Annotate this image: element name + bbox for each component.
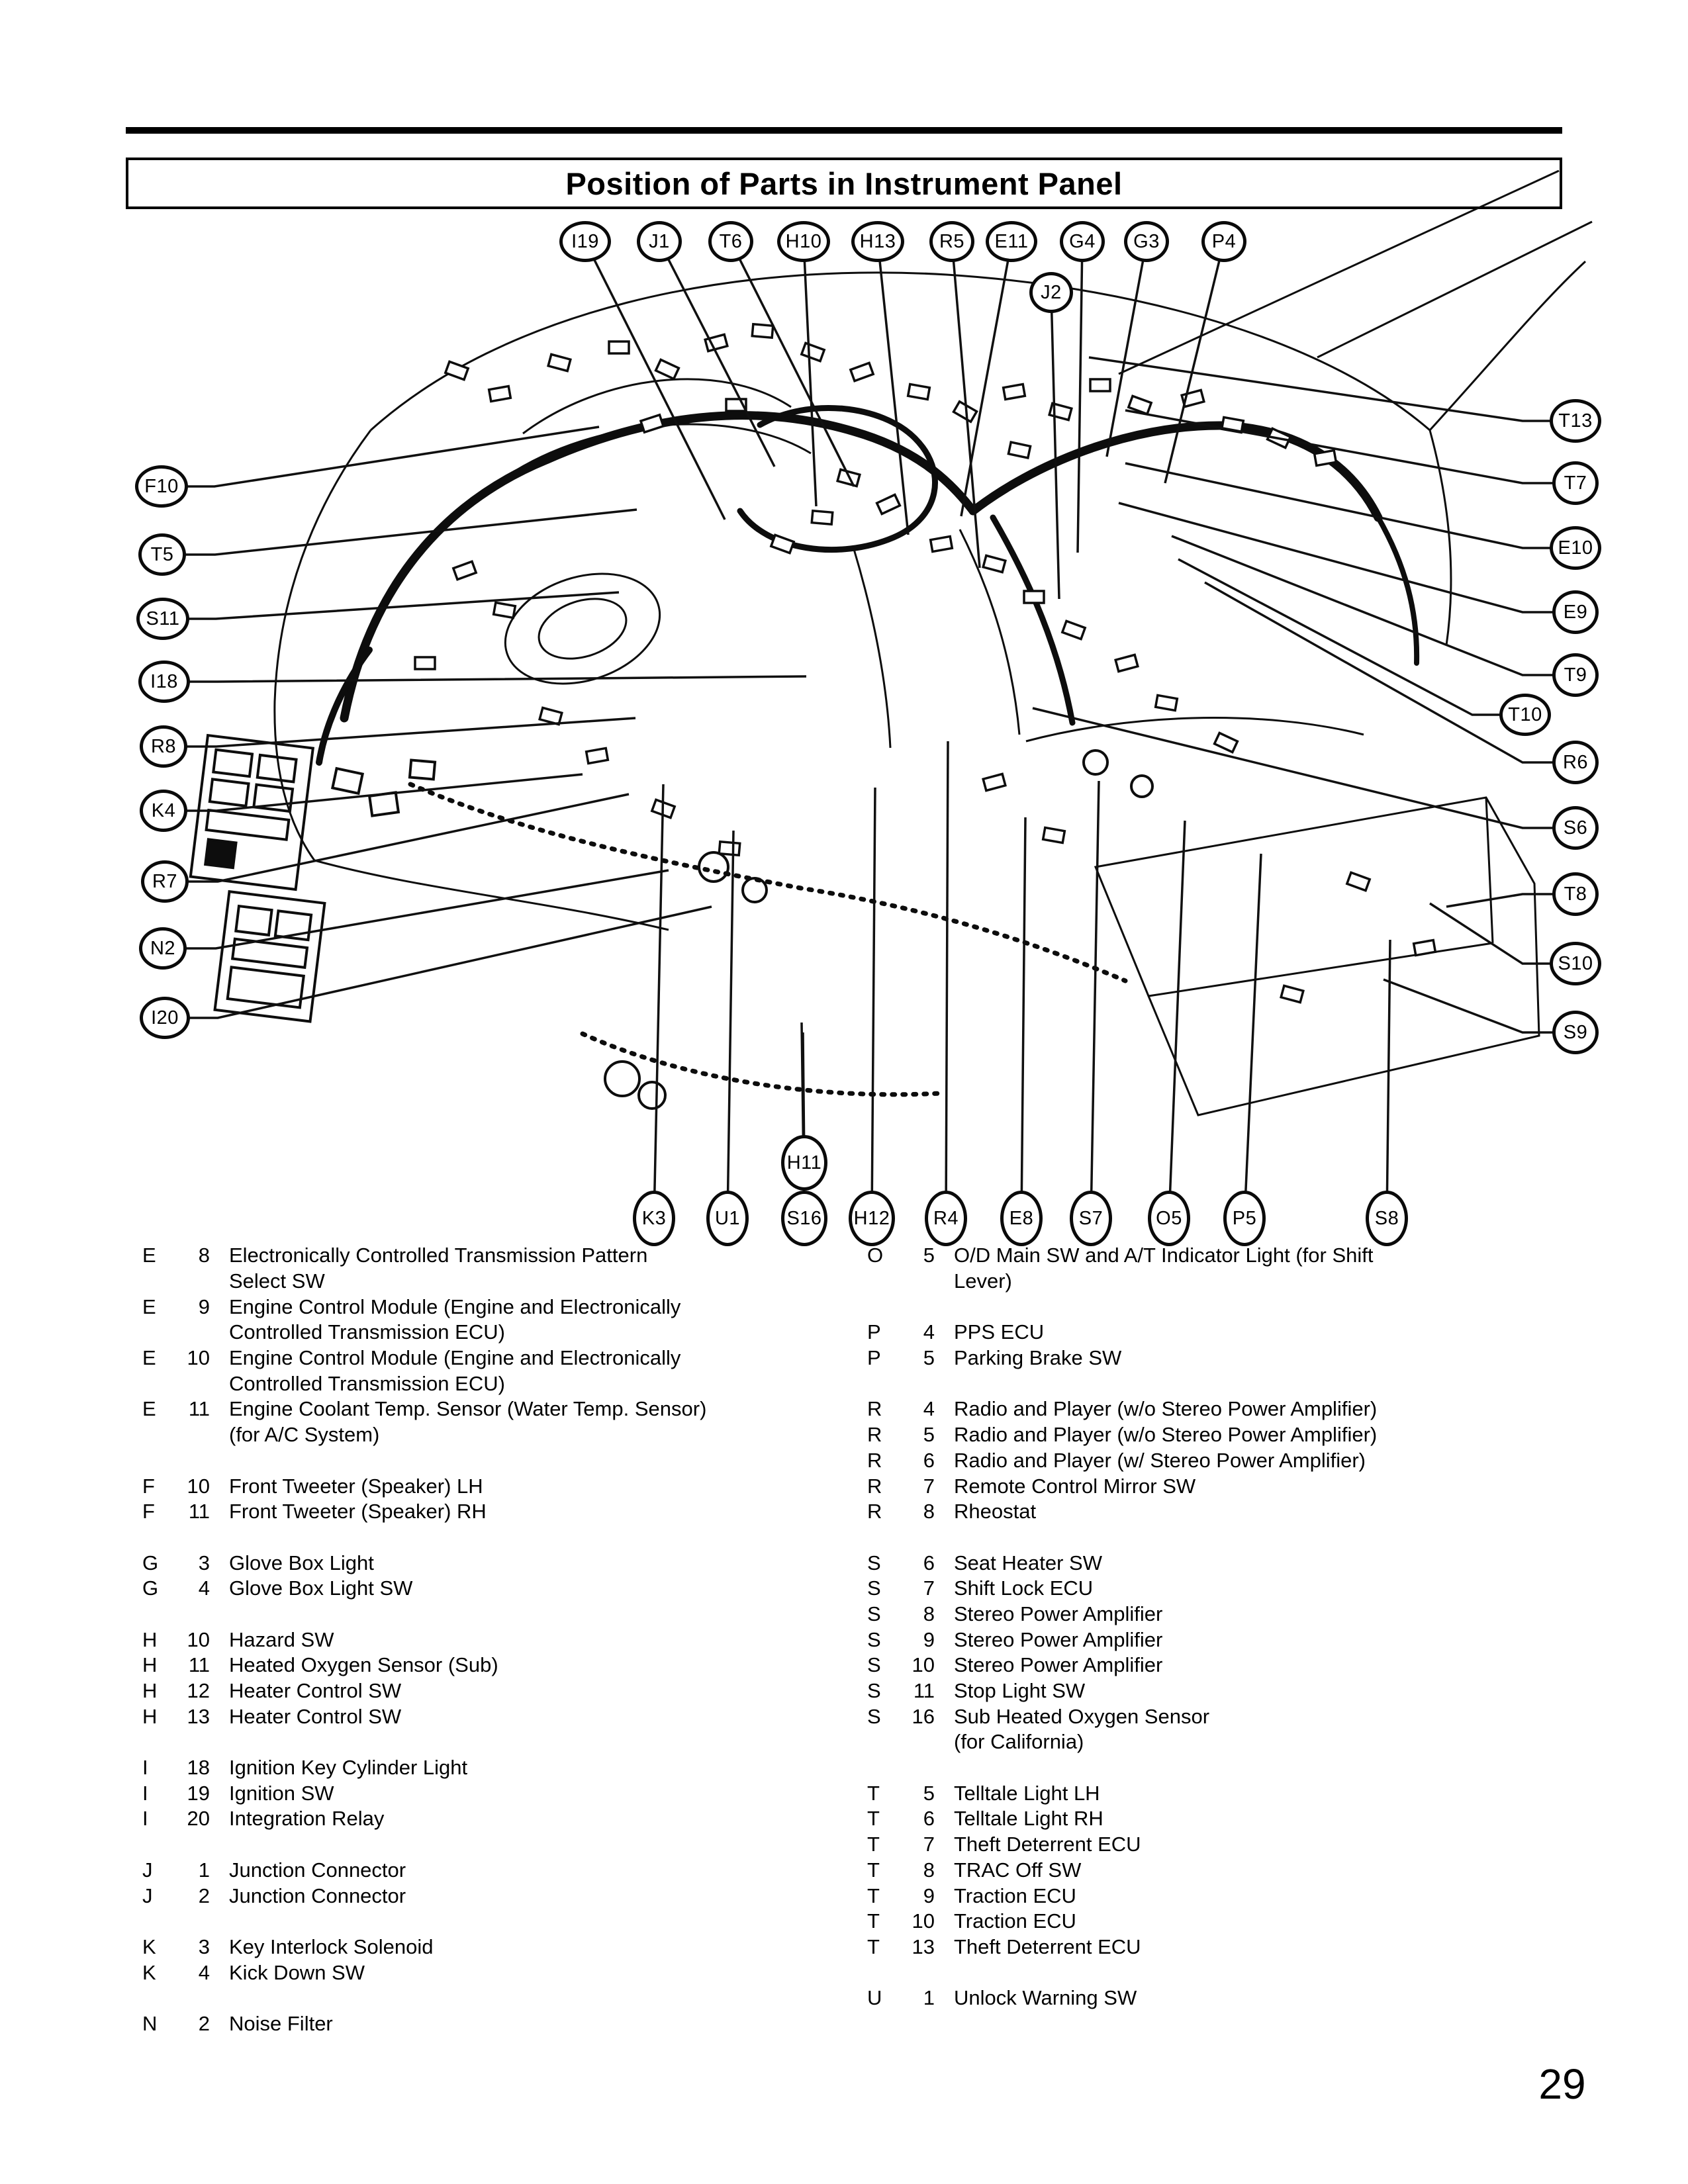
legend-text: Engine Control Module (Engine and Electronically [229, 1346, 681, 1370]
legend-letter: T [867, 1858, 880, 1882]
legend-number: 7 [923, 1576, 935, 1600]
legend-row [867, 1985, 1377, 2011]
callout-label: R4 [933, 1207, 959, 1229]
legend-row [142, 1422, 706, 1448]
legend-text: Front Tweeter (Speaker) LH [229, 1474, 483, 1498]
legend-text: PPS ECU [954, 1320, 1045, 1344]
callout-U1 [706, 1191, 749, 1246]
legend-number: 8 [198, 1244, 210, 1267]
callout-label: R8 [150, 735, 177, 757]
callout-T5 [138, 533, 186, 576]
legend-letter: S [867, 1551, 881, 1574]
legend-row [867, 1780, 1377, 1806]
callout-label: N2 [150, 937, 176, 959]
callout-J2 [1029, 272, 1073, 313]
callout-label: S8 [1374, 1207, 1399, 1229]
callout-label: E11 [994, 230, 1029, 252]
legend-letter: S [867, 1653, 881, 1677]
callout-S10 [1550, 942, 1601, 985]
legend-row [142, 2011, 706, 2037]
legend-row [142, 1602, 706, 1627]
legend-row [142, 1909, 706, 1934]
callout-T7 [1552, 461, 1599, 505]
legend-row [867, 1627, 1377, 1653]
legend-text: Telltale Light RH [954, 1807, 1103, 1831]
legend-row [867, 1525, 1377, 1551]
legend-text: Key Interlock Solenoid [229, 1934, 434, 1958]
callout-E9 [1552, 590, 1599, 634]
callout-label: T5 [150, 543, 174, 565]
legend-row [867, 1602, 1377, 1627]
legend-letter: R [867, 1448, 882, 1472]
legend-row [142, 1934, 706, 1960]
legend-text: Front Tweeter (Speaker) RH [229, 1500, 487, 1524]
legend-number: 12 [187, 1679, 210, 1703]
callout-label: S7 [1078, 1207, 1103, 1229]
legend-letter: E [142, 1397, 156, 1421]
legend-letter: K [142, 1934, 156, 1958]
legend-row [142, 1858, 706, 1884]
legend-row [867, 1269, 1377, 1295]
legend-row [867, 1294, 1377, 1320]
callout-I18 [138, 660, 190, 703]
legend-row [867, 1653, 1377, 1678]
legend-number: 5 [923, 1781, 935, 1805]
legend-text: Stop Light SW [954, 1679, 1086, 1703]
legend-row [867, 1755, 1377, 1781]
legend-row [142, 1960, 706, 1985]
legend-text: Stereo Power Amplifier [954, 1653, 1163, 1677]
legend-row [867, 1909, 1377, 1934]
callout-S6 [1552, 806, 1599, 850]
legend-text: Radio and Player (w/o Stereo Power Amplifier) [954, 1397, 1378, 1421]
callout-T8 [1552, 872, 1599, 916]
legend-number: 9 [923, 1884, 935, 1907]
callout-label: I20 [151, 1007, 179, 1028]
legend-number: 20 [187, 1807, 210, 1831]
legend-number: 10 [187, 1474, 210, 1498]
callout-label: T6 [719, 230, 743, 252]
callout-label: T7 [1564, 472, 1587, 494]
legend-row [142, 1243, 706, 1269]
legend-text: Theft Deterrent ECU [954, 1934, 1141, 1958]
legend-row [867, 1883, 1377, 1909]
legend-text: Ignition SW [229, 1781, 334, 1805]
callout-J1 [637, 221, 682, 262]
legend-row [867, 1499, 1377, 1525]
callout-label: P4 [1211, 230, 1237, 252]
legend-letter: S [867, 1576, 881, 1600]
legend-row [142, 1832, 706, 1858]
legend-number: 13 [912, 1934, 935, 1958]
legend-letter: R [867, 1423, 882, 1447]
legend-text: Theft Deterrent ECU [954, 1833, 1141, 1856]
callout-H11 [781, 1135, 827, 1191]
legend-row [142, 1371, 706, 1396]
legend-number: 16 [912, 1704, 935, 1728]
legend-letter: P [867, 1320, 881, 1344]
callout-S7 [1070, 1191, 1112, 1246]
legend-number: 10 [912, 1653, 935, 1677]
callout-label: T10 [1508, 704, 1542, 725]
legend-number: 6 [923, 1807, 935, 1831]
legend-number: 10 [187, 1627, 210, 1651]
callout-S11 [136, 598, 189, 640]
legend-letter: E [142, 1295, 156, 1318]
callout-label: H11 [786, 1152, 822, 1173]
legend-text: Unlock Warning SW [954, 1986, 1137, 2010]
legend-number: 2 [198, 1884, 210, 1907]
callout-label: P5 [1232, 1207, 1257, 1229]
legend-text: Kick Down SW [229, 1960, 365, 1984]
legend-text: Traction ECU [954, 1884, 1076, 1907]
legend-text: Stereo Power Amplifier [954, 1627, 1163, 1651]
legend-number: 6 [923, 1551, 935, 1574]
legend-letter: I [142, 1781, 148, 1805]
legend-row [142, 1653, 706, 1678]
legend-number: 10 [912, 1909, 935, 1933]
callout-T9 [1552, 653, 1599, 697]
legend-text: Stereo Power Amplifier [954, 1602, 1163, 1625]
legend-row [867, 1371, 1377, 1396]
legend-number: 9 [198, 1295, 210, 1318]
legend-letter: H [142, 1679, 158, 1703]
legend-number: 3 [198, 1934, 210, 1958]
legend-row [142, 1294, 706, 1320]
legend-number: 11 [188, 1397, 210, 1421]
legend-row [142, 1883, 706, 1909]
legend-letter: R [867, 1474, 882, 1498]
callout-label: G4 [1069, 230, 1096, 252]
legend-letter: S [867, 1602, 881, 1625]
legend-text: Rheostat [954, 1500, 1037, 1524]
legend-letter: T [867, 1807, 880, 1831]
legend-letter: G [142, 1576, 159, 1600]
callout-G4 [1060, 221, 1105, 262]
legend-text: Parking Brake SW [954, 1346, 1122, 1370]
legend-text: Ignition Key Cylinder Light [229, 1756, 468, 1780]
legend-number: 7 [923, 1833, 935, 1856]
callout-R7 [141, 860, 189, 903]
legend-number: 4 [198, 1960, 210, 1984]
legend-text: Telltale Light LH [954, 1781, 1100, 1805]
legend-letter: T [867, 1934, 880, 1958]
callout-E10 [1550, 526, 1601, 570]
callout-R4 [925, 1191, 967, 1246]
callout-label: F10 [144, 475, 179, 497]
callout-R6 [1552, 741, 1599, 784]
callout-S16 [781, 1191, 827, 1246]
legend-number: 8 [923, 1500, 935, 1524]
legend-number: 18 [187, 1756, 210, 1780]
callout-H12 [849, 1191, 895, 1246]
legend-letter: F [142, 1500, 155, 1524]
callout-G3 [1124, 221, 1169, 262]
legend-text: Radio and Player (w/ Stereo Power Amplifier) [954, 1448, 1366, 1472]
legend-row [142, 1704, 706, 1729]
legend-row [867, 1320, 1377, 1345]
legend-letter: O [867, 1244, 884, 1267]
legend-letter: S [867, 1627, 881, 1651]
legend-number: 11 [913, 1679, 935, 1703]
legend-text: Heated Oxygen Sensor (Sub) [229, 1653, 498, 1677]
callout-label: O5 [1156, 1207, 1182, 1229]
callout-T6 [708, 221, 753, 262]
callout-I20 [140, 997, 190, 1039]
legend-number: 5 [923, 1244, 935, 1267]
callout-label: T13 [1558, 410, 1593, 432]
legend-row [867, 1396, 1377, 1422]
callout-T10 [1499, 694, 1551, 736]
legend-row [142, 1345, 706, 1371]
legend-number: 5 [923, 1346, 935, 1370]
legend-text: Junction Connector [229, 1858, 406, 1882]
callout-label: H12 [853, 1207, 890, 1229]
legend-letter: T [867, 1781, 880, 1805]
legend-text: Controlled Transmission ECU) [229, 1371, 505, 1395]
legend-number: 19 [187, 1781, 210, 1805]
legend-row [867, 1704, 1377, 1729]
legend-number: 11 [188, 1500, 210, 1524]
legend-text: Integration Relay [229, 1807, 385, 1831]
legend-row [867, 1832, 1377, 1858]
callout-label: R6 [1562, 751, 1589, 773]
legend-letter: T [867, 1833, 880, 1856]
legend-letter: H [142, 1627, 158, 1651]
legend-text: Seat Heater SW [954, 1551, 1102, 1574]
callout-label: S10 [1558, 952, 1593, 974]
legend-row [142, 1550, 706, 1576]
legend-letter: R [867, 1397, 882, 1421]
legend-letter: H [142, 1653, 158, 1677]
legend-text: Sub Heated Oxygen Sensor [954, 1704, 1210, 1728]
legend-number: 2 [198, 2011, 210, 2035]
callout-label: E8 [1009, 1207, 1034, 1229]
legend-text: Shift Lock ECU [954, 1576, 1094, 1600]
callout-H10 [777, 221, 830, 262]
legend-row [142, 1525, 706, 1551]
legend-text: Radio and Player (w/o Stereo Power Amplifier) [954, 1423, 1378, 1447]
callout-P5 [1223, 1191, 1266, 1246]
callout-E11 [986, 221, 1037, 262]
legend-number: 5 [923, 1423, 935, 1447]
page-number: 29 [1538, 2060, 1586, 2108]
callout-label: T9 [1564, 664, 1587, 686]
page-title: Position of Parts in Instrument Panel [565, 165, 1123, 201]
legend-letter: I [142, 1756, 148, 1780]
callout-label: H13 [859, 230, 896, 252]
legend-text: Noise Filter [229, 2011, 333, 2035]
legend-text: Engine Control Module (Engine and Electronically [229, 1295, 681, 1318]
callout-label: U1 [714, 1207, 741, 1229]
legend-row [142, 1755, 706, 1781]
callout-label: H10 [785, 230, 822, 252]
legend-text: Heater Control SW [229, 1679, 402, 1703]
legend-letter: S [867, 1679, 881, 1703]
callout-label: S9 [1563, 1021, 1588, 1043]
legend-row [142, 1780, 706, 1806]
legend-letter: G [142, 1551, 159, 1574]
legend-letter: E [142, 1346, 156, 1370]
legend-letter: T [867, 1909, 880, 1933]
legend-column-left [142, 1243, 706, 2036]
legend-row [867, 1345, 1377, 1371]
legend-row [867, 1576, 1377, 1602]
legend-text: Lever) [954, 1269, 1012, 1293]
legend-letter: F [142, 1474, 155, 1498]
legend-row [867, 1678, 1377, 1704]
callout-label: K3 [641, 1207, 667, 1229]
callout-K3 [633, 1191, 675, 1246]
legend-text: Heater Control SW [229, 1704, 402, 1728]
legend-number: 4 [198, 1576, 210, 1600]
callout-label: J2 [1041, 281, 1062, 303]
legend-number: 13 [187, 1704, 210, 1728]
legend-number: 1 [198, 1858, 210, 1882]
legend-text: Glove Box Light SW [229, 1576, 413, 1600]
legend-row [142, 1729, 706, 1755]
legend-row [142, 1806, 706, 1832]
legend-text: Hazard SW [229, 1627, 334, 1651]
legend-letter: K [142, 1960, 156, 1984]
callout-T13 [1550, 399, 1601, 443]
legend-letter: P [867, 1346, 881, 1370]
legend-text: TRAC Off SW [954, 1858, 1082, 1882]
legend-letter: T [867, 1884, 880, 1907]
legend-row [142, 1576, 706, 1602]
legend-row [142, 1448, 706, 1474]
legend-text: Electronically Controlled Transmission Pattern [229, 1244, 648, 1267]
legend-number: 4 [923, 1397, 935, 1421]
legend-letter: N [142, 2011, 158, 2035]
legend-number: 6 [923, 1448, 935, 1472]
callout-label: S11 [146, 608, 180, 629]
legend-number: 7 [923, 1474, 935, 1498]
legend-row [867, 1473, 1377, 1499]
legend-row [142, 1396, 706, 1422]
legend-row [142, 1678, 706, 1704]
callout-label: T8 [1564, 883, 1587, 905]
callout-label: E10 [1558, 537, 1593, 559]
legend-row [867, 1806, 1377, 1832]
callout-label: I18 [150, 670, 178, 692]
callout-label: G3 [1133, 230, 1160, 252]
legend-number: 4 [923, 1320, 935, 1344]
legend-number: 10 [187, 1346, 210, 1370]
callout-E8 [1000, 1191, 1043, 1246]
legend-number: 9 [923, 1627, 935, 1651]
legend-number: 11 [188, 1653, 210, 1677]
callout-R5 [929, 221, 974, 262]
legend-text: Select SW [229, 1269, 325, 1293]
legend-letter: R [867, 1500, 882, 1524]
legend-row [867, 1243, 1377, 1269]
legend-letter: E [142, 1244, 156, 1267]
legend-text: O/D Main SW and A/T Indicator Light (for Shift [954, 1244, 1374, 1267]
legend-text: Glove Box Light [229, 1551, 374, 1574]
callout-I19 [559, 221, 611, 262]
legend-letter: I [142, 1807, 148, 1831]
legend-row [142, 1473, 706, 1499]
legend-row [867, 1729, 1377, 1755]
legend-column-right [867, 1243, 1377, 2011]
callout-P4 [1201, 221, 1246, 262]
callout-label: R7 [152, 870, 178, 892]
legend-row [142, 1499, 706, 1525]
legend-row [142, 1269, 706, 1295]
legend-row [867, 1934, 1377, 1960]
legend-row [142, 1985, 706, 2011]
legend-number: 3 [198, 1551, 210, 1574]
callout-label: S16 [786, 1207, 822, 1229]
callout-label: S6 [1563, 817, 1588, 839]
callout-N2 [139, 927, 187, 970]
legend-row [142, 1627, 706, 1653]
legend-row [867, 1858, 1377, 1884]
legend-letter: H [142, 1704, 158, 1728]
legend-text: Controlled Transmission ECU) [229, 1320, 505, 1344]
callout-label: R5 [939, 230, 965, 252]
callout-label: J1 [649, 230, 670, 252]
legend-row [867, 1960, 1377, 1985]
callout-R8 [140, 725, 187, 768]
legend-text: Remote Control Mirror SW [954, 1474, 1196, 1498]
legend-letter: J [142, 1858, 153, 1882]
legend-letter: J [142, 1884, 153, 1907]
callout-K4 [140, 790, 187, 832]
legend-number: 1 [923, 1986, 935, 2010]
legend-text: Traction ECU [954, 1909, 1076, 1933]
legend-number: 8 [923, 1858, 935, 1882]
callout-H13 [851, 221, 904, 262]
callout-label: K4 [151, 799, 176, 821]
callout-O5 [1148, 1191, 1190, 1246]
legend-text: Junction Connector [229, 1884, 406, 1907]
legend-row [867, 1550, 1377, 1576]
legend-letter: S [867, 1704, 881, 1728]
legend-number: 8 [923, 1602, 935, 1625]
callout-F10 [135, 465, 188, 508]
legend-text: (for California) [954, 1730, 1084, 1754]
legend-row [142, 1320, 706, 1345]
legend-row [867, 1448, 1377, 1474]
legend-letter: U [867, 1986, 882, 2010]
legend-text: Engine Coolant Temp. Sensor (Water Temp. Sensor) [229, 1397, 707, 1421]
callout-S8 [1366, 1191, 1408, 1246]
callout-S9 [1552, 1011, 1599, 1054]
callout-label: I19 [571, 230, 599, 252]
callout-label: E9 [1563, 601, 1588, 623]
legend-text: (for A/C System) [229, 1423, 380, 1447]
legend-row [867, 1422, 1377, 1448]
